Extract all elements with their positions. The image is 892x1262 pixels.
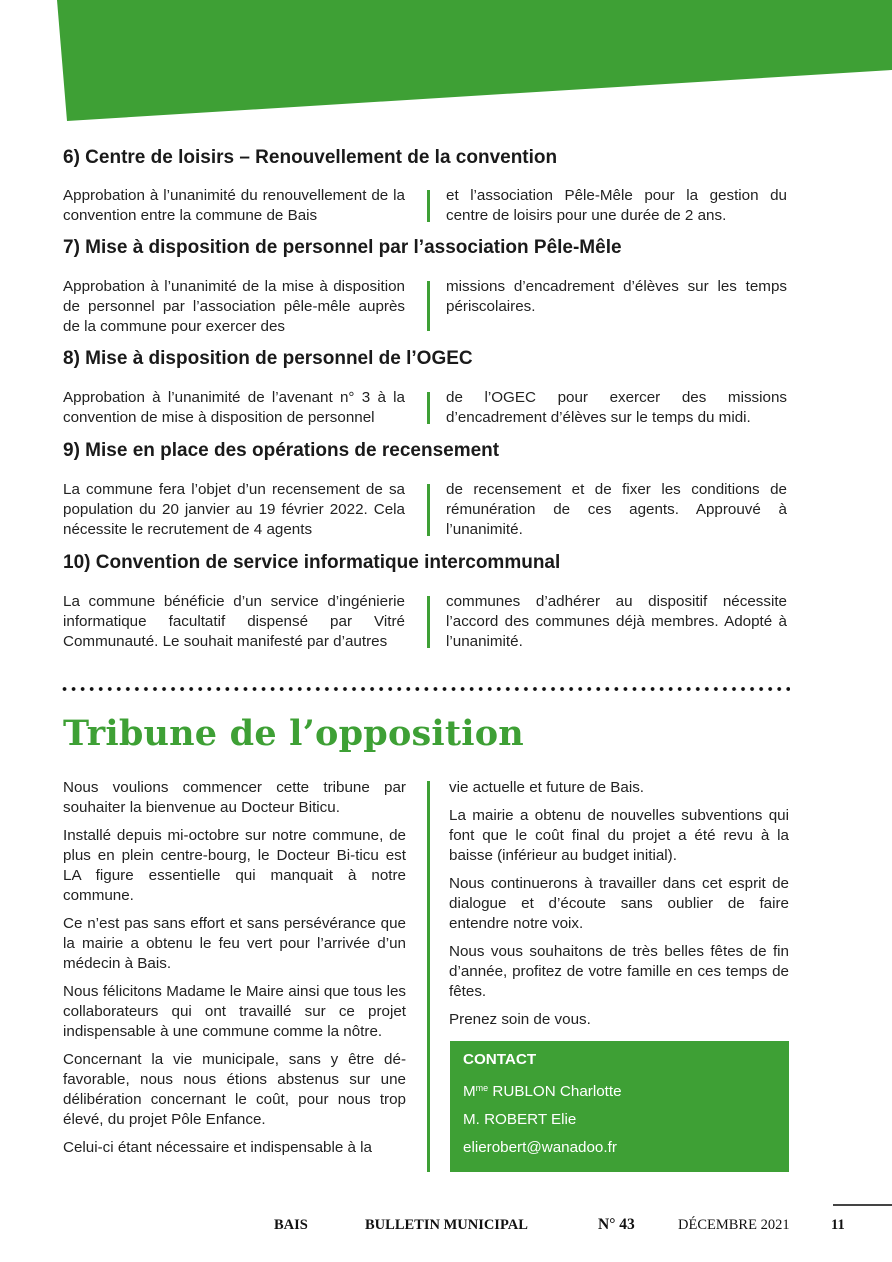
contact-person-1-sup: me — [475, 1083, 489, 1093]
section-title-10: 10) Convention de service informatique intercommunal — [63, 552, 561, 573]
section-6-text-right: et l’association Pêle-Mêle pour la gestion du centre de loisirs pour une durée de 2 ans. — [446, 187, 787, 224]
section-title-6: 6) Centre de loisirs – Renouvellement de la convention — [63, 147, 558, 168]
tribune-paragraph: Nous vous souhaitons de très belles fêtes de fin d’année, profitez de votre famille en ces temps de fêtes. — [449, 943, 789, 1000]
section-9-text-right: de recensement et de fixer les conditions de rémunération de ces agents. Approuvé à l’unanimité. — [446, 481, 787, 538]
tribune-paragraph: Installé depuis mi-octobre sur notre commune, de plus en plein centre-bourg, le Docteur Bi-ticu est LA figure essentielle qui manquait à notre commune. — [63, 827, 406, 904]
contact-email[interactable]: elierobert@wanadoo.fr — [463, 1139, 617, 1156]
section-10-text-left: La commune bénéficie d’un service d’ingénierie informatique facultatif dispensé par Vitré Communauté. Le souhait manifesté par d’autres — [63, 593, 405, 650]
footer-issue: N° 43 — [598, 1216, 635, 1233]
tribune-title: Tribune de l’opposition — [63, 713, 524, 754]
tribune-paragraph: Nous continuerons à travailler dans cet esprit de dialogue et d’écoute sans oublier de faire entendre notre voix. — [449, 875, 789, 932]
section-8-text-right: de l’OGEC pour exercer des missions d’encadrement d’élèves sur le temps du midi. — [446, 389, 787, 426]
column-divider — [427, 190, 430, 222]
banner-shape — [57, 0, 892, 121]
contact-person-1 — [463, 1078, 789, 1102]
contact-person-2: M. ROBERT Elie — [463, 1111, 577, 1128]
page-number: 11 — [831, 1217, 845, 1233]
section-7-text-right: missions d’encadrement d’élèves sur les temps périscolaires. — [446, 278, 787, 315]
footer-rule — [833, 1204, 892, 1206]
tribune-paragraph: vie actuelle et future de Bais. — [449, 779, 645, 796]
contact-title: CONTACT — [463, 1051, 537, 1068]
footer-town: BAIS — [274, 1217, 308, 1233]
column-divider — [427, 781, 430, 1172]
tribune-paragraph: Nous voulions commencer cette tribune par souhaiter la bienvenue au Docteur Biticu. — [63, 779, 406, 816]
tribune-paragraph: Nous félicitons Madame le Maire ainsi que tous les collaborateurs qui ont travaillé sur ce projet indispensable à une commune comme la nôtre. — [63, 983, 406, 1040]
contact-person-1-prefix: M — [463, 1083, 476, 1100]
contact-box — [450, 1041, 789, 1172]
section-title-9: 9) Mise en place des opérations de recensement — [63, 440, 500, 461]
column-divider — [427, 484, 430, 536]
tribune-right-column — [449, 778, 789, 1038]
section-6-text-left: Approbation à l’unanimité du renouvellement de la convention entre la commune de Bais — [63, 187, 405, 224]
header-green-banner — [0, 0, 892, 125]
section-title-8: 8) Mise à disposition de personnel de l’OGEC — [63, 348, 473, 369]
column-divider — [427, 281, 430, 331]
section-9-text-left: La commune fera l’objet d’un recensement de sa population du 20 janvier au 19 février 2022. Cela nécessite le recrutement de 4 agents — [63, 481, 405, 538]
footer-date: DÉCEMBRE 2021 — [678, 1217, 790, 1233]
section-8-text-left: Approbation à l’unanimité de l’avenant n° 3 à la convention de mise à disposition de personnel — [63, 389, 405, 426]
section-7-text-left: Approbation à l’unanimité de la mise à disposition de personnel par l’association pêle-mêle auprès de la commune pour exercer des — [63, 278, 405, 335]
contact-person-1-name: RUBLON Charlotte — [488, 1083, 622, 1100]
tribune-left-column — [63, 778, 406, 1166]
footer-publication: BULLETIN MUNICIPAL — [365, 1217, 528, 1233]
section-title-7: 7) Mise à disposition de personnel par l’association Pêle-Mêle — [63, 237, 622, 258]
column-divider — [427, 392, 430, 424]
tribune-paragraph: Prenez soin de vous. — [449, 1011, 591, 1028]
section-10-text-right: communes d’adhérer au dispositif nécessite l’accord des communes déjà membres. Adopté à l’unanimité. — [446, 593, 787, 650]
tribune-paragraph: La mairie a obtenu de nouvelles subventions qui font que le coût final du projet a été revu à la baisse (inférieur au budget initial). — [449, 807, 789, 864]
tribune-paragraph: Concernant la vie municipale, sans y être dé-favorable, nous nous étions abstenus sur une délibération concernant le coût, pour nous trop élevé, du projet Pôle Enfance. — [63, 1051, 406, 1128]
dotted-separator — [60, 686, 790, 692]
tribune-paragraph: Celui-ci étant nécessaire et indispensable à la — [63, 1139, 372, 1156]
column-divider — [427, 596, 430, 648]
tribune-paragraph: Ce n’est pas sans effort et sans persévérance que la mairie a obtenu le feu vert pour l’arrivée d’un médecin à Bais. — [63, 915, 406, 972]
